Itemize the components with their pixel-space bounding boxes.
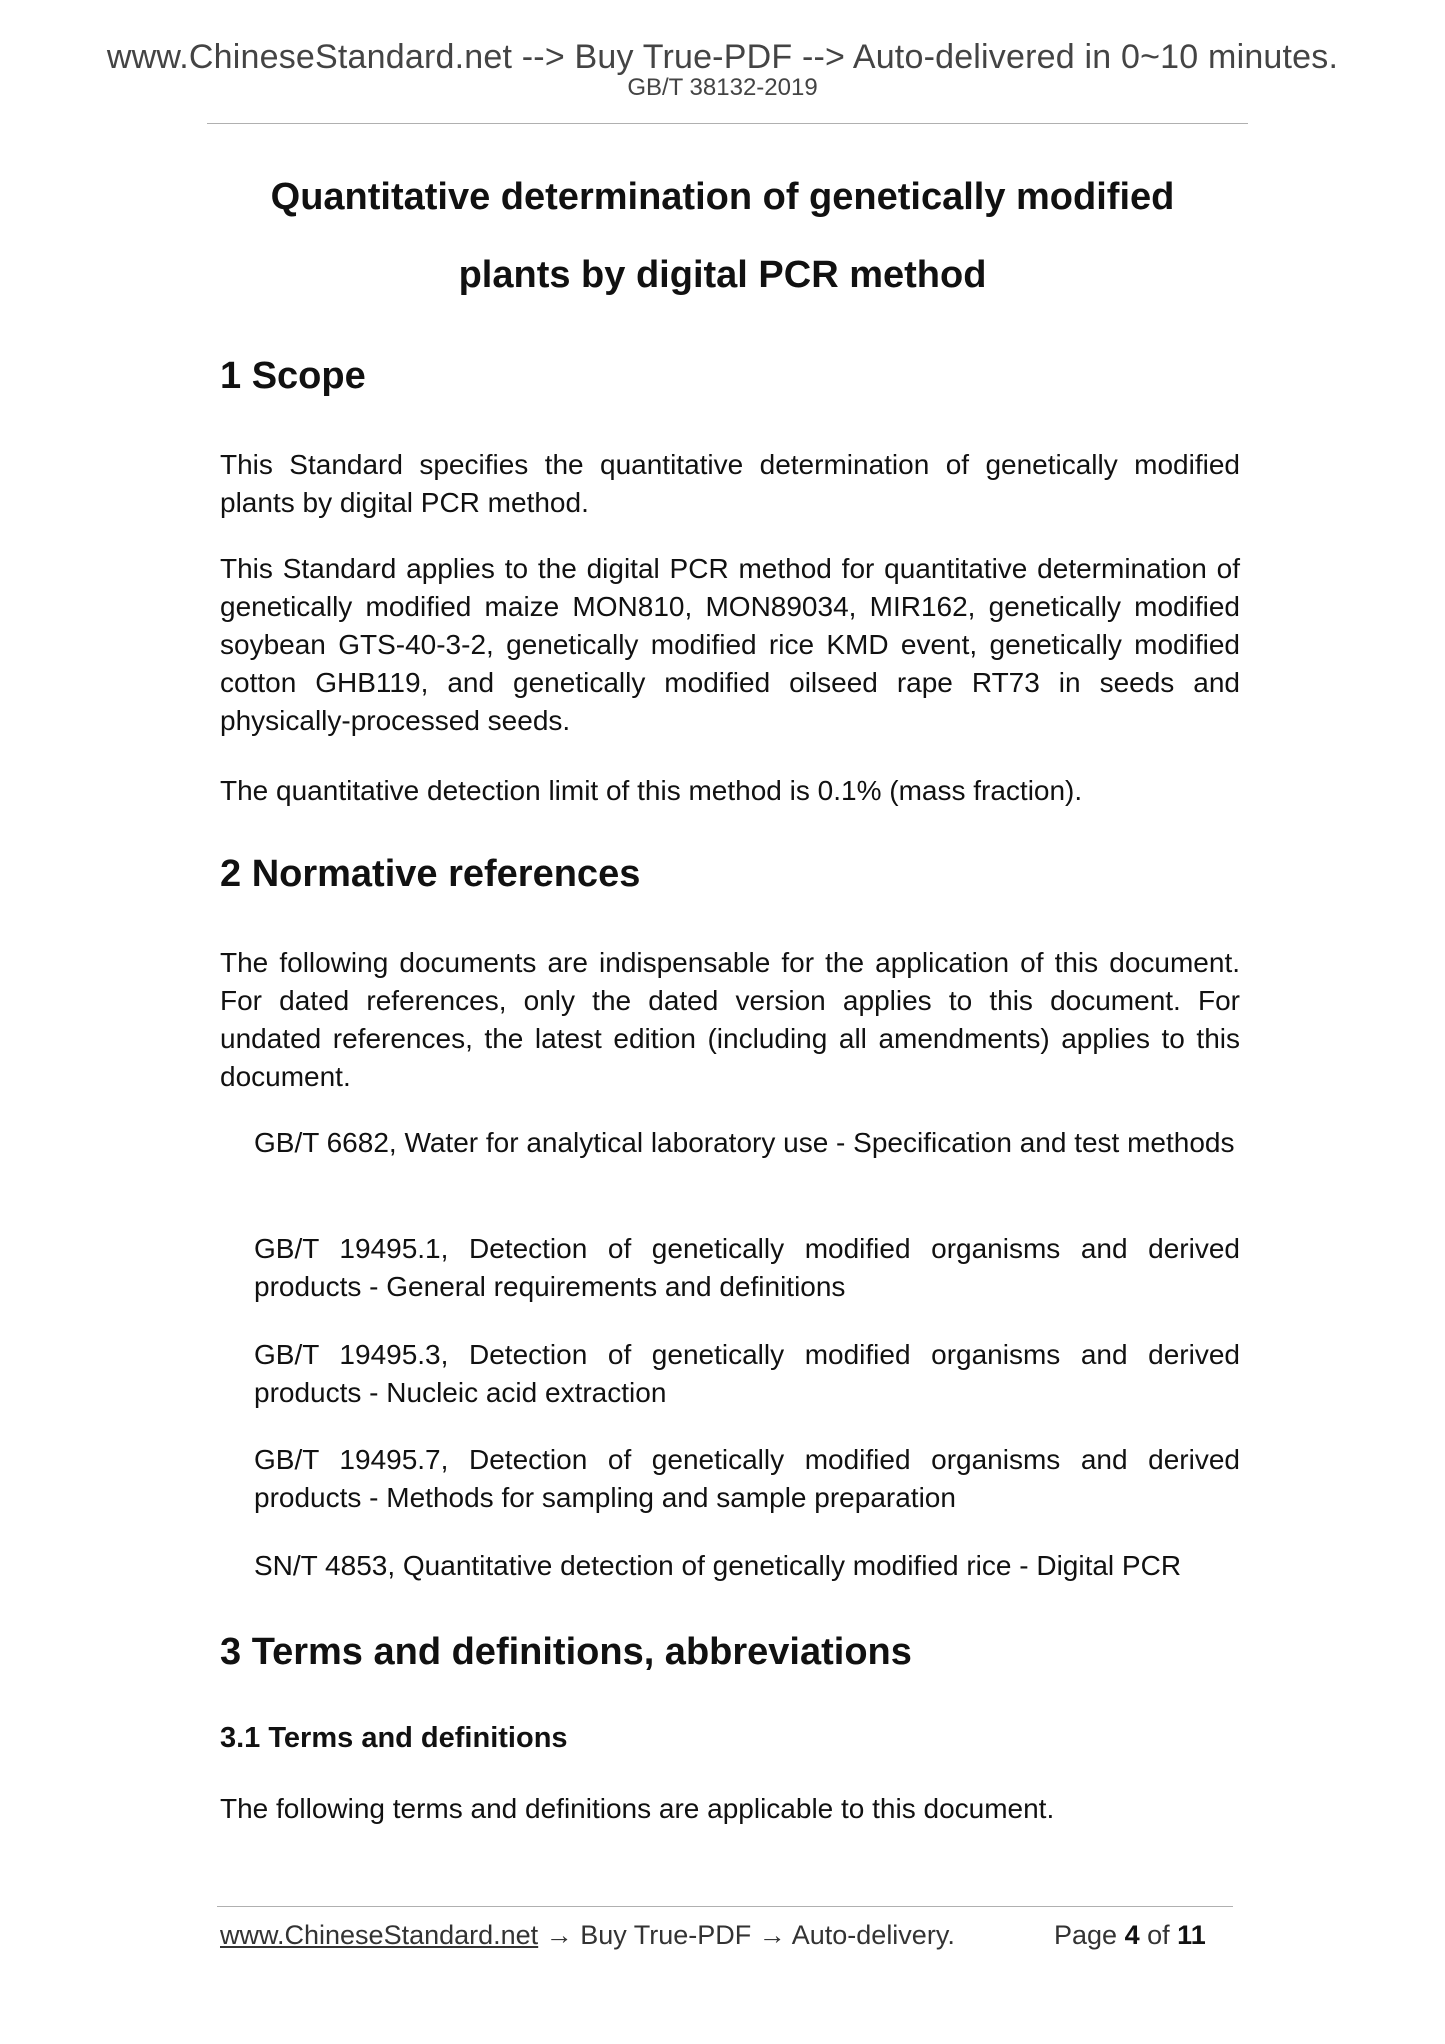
footer-divider (217, 1906, 1233, 1907)
reference-item: GB/T 19495.3, Detection of genetically modified organisms and derived products - Nucleic acid extraction (254, 1339, 1240, 1408)
document-title (200, 158, 1245, 314)
title-line-1: Quantitative determination of genetically modified (270, 176, 1175, 218)
reference-item: GB/T 19495.7, Detection of genetically modified organisms and derived products - Methods for sampling and sample preparation (254, 1444, 1240, 1513)
scope-paragraph-1: This Standard specifies the quantitative determination of genetically modified plants by digital PCR method. (220, 449, 1240, 518)
section-3-heading: 3 Terms and definitions, abbreviations (220, 1631, 912, 1673)
terms-intro: The following terms and definitions are applicable to this document. (220, 1793, 1055, 1824)
reference-item: GB/T 6682, Water for analytical laboratory use - Specification and test methods (254, 1127, 1235, 1158)
scope-paragraph-2: This Standard applies to the digital PCR method for quantitative determination of genetically modified maize MON810, MON89034, MIR162, genetically modified soybean GTS-40-3-2, genetically modified rice KMD event, genetically modified cotton GHB119, and genetically modified oilseed rape RT73 in seeds and physically-processed seeds. (220, 553, 1240, 736)
page-label: Page (1054, 1920, 1118, 1950)
page-indicator (1054, 1920, 1206, 1951)
header-divider (207, 123, 1248, 124)
subsection-3-1-heading: 3.1 Terms and definitions (220, 1722, 568, 1754)
reference-item: GB/T 19495.1, Detection of genetically modified organisms and derived products - General requirements and definitions (254, 1233, 1240, 1302)
page-number: 4 (1124, 1920, 1140, 1950)
header-banner: www.ChineseStandard.net --> Buy True-PDF --> Auto-delivered in 0~10 minutes. (106, 38, 1339, 76)
of-label: of (1147, 1920, 1170, 1950)
standard-code: GB/T 38132-2019 (627, 74, 818, 101)
footer-website-link[interactable]: www.ChineseStandard.net (220, 1920, 539, 1950)
section-1-heading: 1 Scope (220, 355, 366, 397)
total-pages: 11 (1177, 1920, 1206, 1950)
title-line-2: plants by digital PCR method (458, 254, 987, 296)
section-2-heading: 2 Normative references (220, 853, 641, 895)
scope-paragraph-3: The quantitative detection limit of this method is 0.1% (mass fraction). (220, 775, 1083, 806)
footer-left (220, 1920, 955, 1951)
footer-purchase-text: → Buy True-PDF → Auto-delivery. (538, 1920, 955, 1950)
reference-item: SN/T 4853, Quantitative detection of genetically modified rice - Digital PCR (254, 1550, 1182, 1581)
normative-intro: The following documents are indispensable for the application of this document. For dated references, only the dated version applies to this document. For undated references, the latest edition (including all amendments) applies to this document. (220, 947, 1240, 1092)
